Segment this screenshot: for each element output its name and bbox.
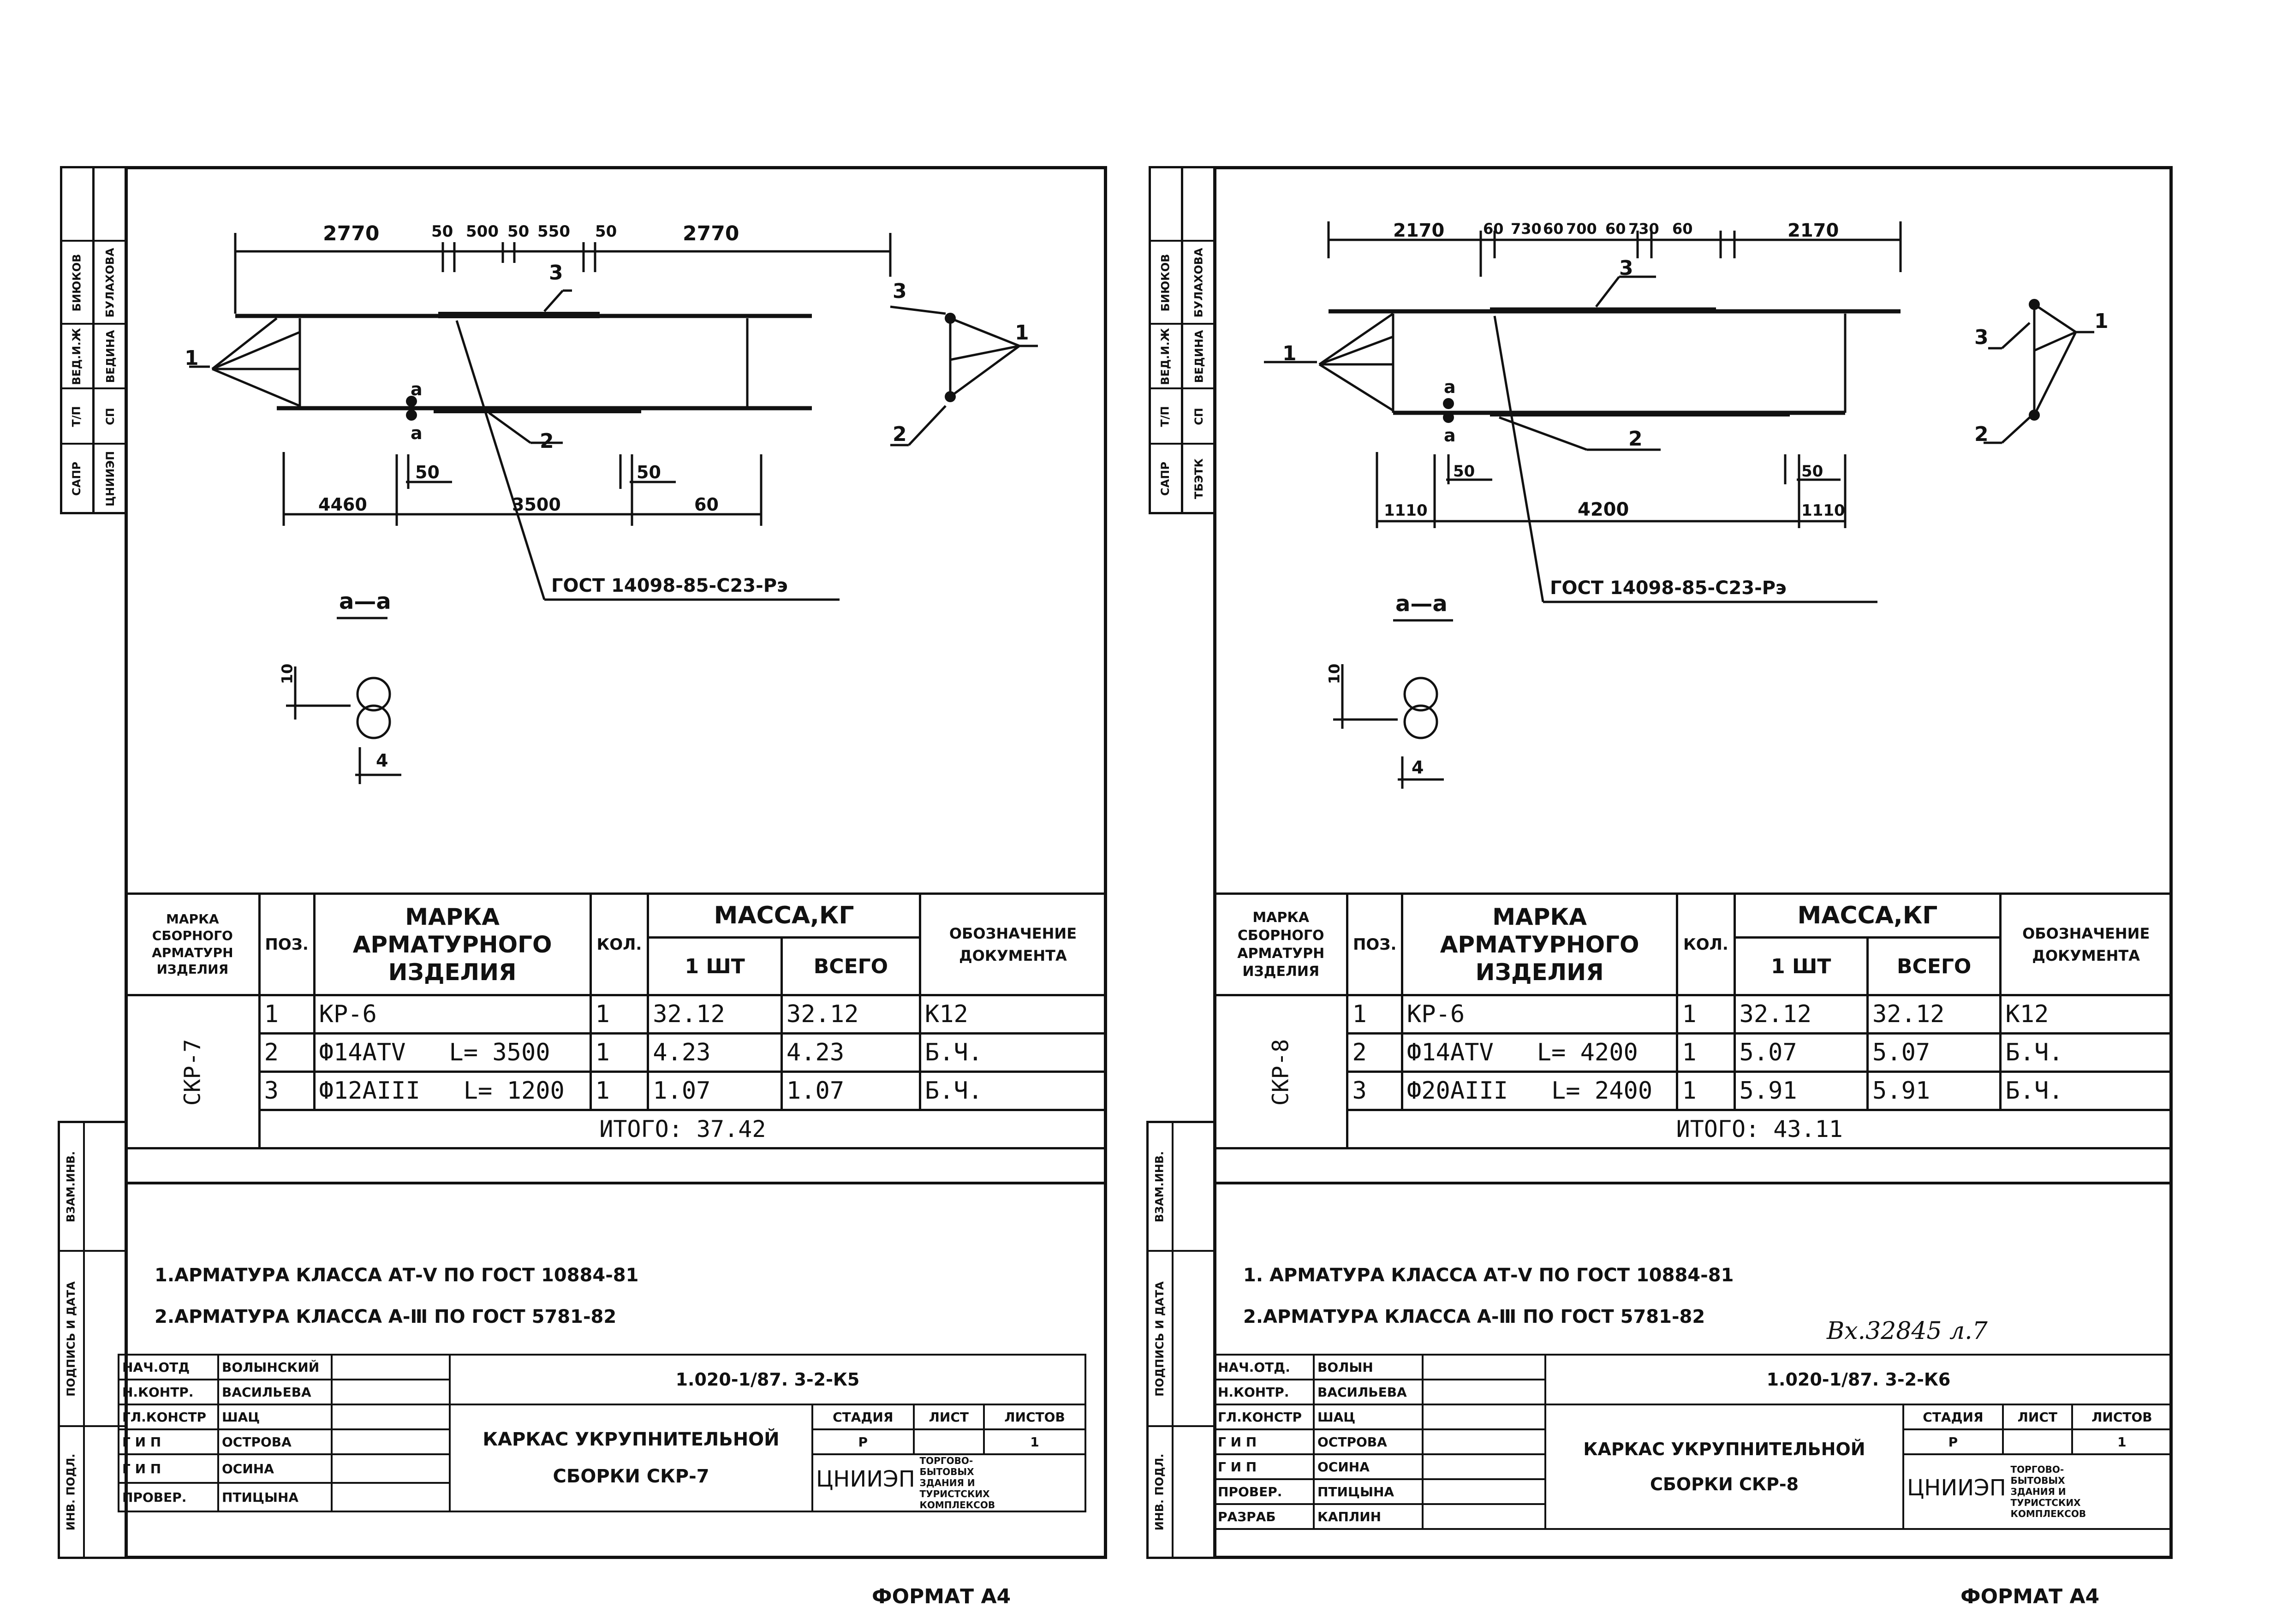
dim-label: 4460 bbox=[318, 494, 367, 515]
dim-label: 3500 bbox=[512, 494, 561, 515]
hdr-1sht: 1 ШТ bbox=[1734, 938, 1867, 995]
section-dim: 10 bbox=[278, 663, 296, 684]
stamp-role: Г И П bbox=[1214, 1454, 1314, 1479]
stamp-role: Г И П bbox=[119, 1454, 218, 1483]
cell-mv: 5.91 bbox=[1867, 1072, 2000, 1110]
item-cell bbox=[1215, 995, 1347, 1148]
stamp-stadia-h: СТАДИЯ bbox=[812, 1404, 914, 1429]
section-label: а—а bbox=[1395, 591, 1448, 617]
stamp-name: ПТИЦЫНА bbox=[218, 1483, 332, 1511]
stamp-sign bbox=[1423, 1404, 1545, 1429]
right-side-label: Т/П bbox=[1158, 405, 1172, 427]
stamp-role: Н.КОНТР. bbox=[1214, 1380, 1314, 1404]
stamp-code: 1.020-1/87. 3-2-К6 bbox=[1545, 1355, 2172, 1404]
a-label: a bbox=[1444, 377, 1456, 397]
cell-pos: 3 bbox=[1347, 1072, 1402, 1110]
left-side-label: ПОДПИСЬ И ДАТА bbox=[64, 1281, 77, 1397]
section-label: а—а bbox=[339, 589, 391, 614]
stamp-role: ГЛ.КОНСТР bbox=[119, 1404, 218, 1429]
hdr-vsego: ВСЕГО bbox=[1867, 938, 2000, 995]
handwritten-note: Вх.32845 л.7 bbox=[1827, 1317, 1988, 1345]
dim-label: 1110 bbox=[1801, 501, 1845, 520]
stamp-name: ШАЦ bbox=[218, 1404, 332, 1429]
cell-m1: 5.07 bbox=[1734, 1034, 1867, 1072]
cell-kol: 1 bbox=[1677, 1034, 1734, 1072]
cell-kol: 1 bbox=[590, 995, 648, 1034]
stamp-list-h: ЛИСТ bbox=[914, 1404, 984, 1429]
stamp-name: ОСИНА bbox=[218, 1454, 332, 1483]
right-side-label: ВЕДИНА bbox=[1192, 330, 1205, 383]
right-side-label: ВЕД.И.Ж bbox=[1159, 327, 1172, 385]
dim-label: 2170 bbox=[1788, 220, 1839, 241]
pos-label-3: 3 bbox=[549, 261, 563, 285]
a-label: a bbox=[411, 379, 423, 399]
cell-mark bbox=[1402, 1072, 1677, 1110]
pos-label-2: 2 bbox=[540, 429, 554, 453]
stamp-listov-h: ЛИСТОВ bbox=[2072, 1404, 2172, 1429]
cell-m1: 32.12 bbox=[1734, 995, 1867, 1034]
cell-mv: 32.12 bbox=[1867, 995, 2000, 1034]
stamp-name: ОСИНА bbox=[1314, 1454, 1423, 1479]
side-pos-1: 1 bbox=[1015, 321, 1029, 345]
dim-label: 2170 bbox=[1393, 220, 1445, 241]
cell-doc: Б.Ч. bbox=[2001, 1072, 2172, 1110]
stamp-title-1: КАРКАС УКРУПНИТЕЛЬНОЙ bbox=[483, 1429, 780, 1450]
cell-m1: 4.23 bbox=[648, 1034, 782, 1072]
cell-pos: 3 bbox=[259, 1072, 314, 1110]
cell-doc: Б.Ч. bbox=[920, 1072, 1106, 1110]
hdr-vsego: ВСЕГО bbox=[781, 938, 920, 995]
mark-text: Ф12АIII bbox=[319, 1077, 420, 1105]
hdr-doc: ОБОЗНАЧЕНИЕ ДОКУМЕНТА bbox=[920, 894, 1106, 995]
cell-mark bbox=[1402, 1034, 1677, 1072]
left-side-label: СП bbox=[103, 407, 117, 425]
hdr-1sht: 1 ШТ bbox=[648, 938, 782, 995]
cell-pos: 2 bbox=[259, 1034, 314, 1072]
right-side-label: ИНВ. ПОДЛ. bbox=[1153, 1453, 1166, 1531]
cell-m1: 32.12 bbox=[648, 995, 782, 1034]
left-side-label: ВЗАМ.ИНВ. bbox=[64, 1151, 77, 1222]
right-side-label: БИЮКОВ bbox=[1159, 254, 1172, 311]
stamp-name: ВОЛЫНСКИЙ bbox=[218, 1355, 332, 1380]
a-label: a bbox=[411, 423, 423, 443]
cell-kol: 1 bbox=[1677, 995, 1734, 1034]
dim-label: 50 bbox=[415, 462, 440, 482]
cell-m1: 1.07 bbox=[648, 1072, 782, 1110]
note-1: 1. АРМАТУРА КЛАССА АТ-Ⅴ ПО ГОСТ 10884-81 bbox=[1243, 1265, 1734, 1286]
cell-mv: 1.07 bbox=[781, 1072, 920, 1110]
mark-text: Ф20АIII bbox=[1406, 1077, 1508, 1105]
stamp-sign bbox=[1423, 1504, 1545, 1529]
stamp-title bbox=[1545, 1404, 1903, 1529]
left-side-label: ВЕДИНА bbox=[104, 330, 117, 383]
stamp-sign bbox=[1423, 1355, 1545, 1380]
hdr-mark-sb: МАРКА СБОРНОГО АРМАТУРН ИЗДЕЛИЯ bbox=[1215, 894, 1347, 995]
hdr-pos: ПОЗ. bbox=[1347, 894, 1402, 995]
left-side-label: САПР bbox=[70, 461, 83, 496]
stamp-list bbox=[2003, 1429, 2072, 1454]
stamp-code: 1.020-1/87. 3-2-К5 bbox=[450, 1355, 1085, 1404]
cell-doc: Б.Ч. bbox=[2001, 1034, 2172, 1072]
len-text: L= 4200 bbox=[1537, 1039, 1638, 1066]
dim-label: 50 bbox=[1801, 462, 1823, 481]
pos-label-2: 2 bbox=[1628, 427, 1643, 451]
side-pos-1: 1 bbox=[2094, 309, 2109, 333]
stamp-name: ВАСИЛЬЕВА bbox=[218, 1380, 332, 1404]
stamp-role: ГЛ.КОНСТР bbox=[1214, 1404, 1314, 1429]
left-side-label: ИНВ. ПОДЛ. bbox=[64, 1453, 77, 1531]
right-side-label: СП bbox=[1192, 407, 1205, 425]
left-side-label: ВЕД.И.Ж bbox=[70, 327, 83, 385]
stamp-role: Г И П bbox=[119, 1429, 218, 1454]
stamp-name: КАПЛИН bbox=[1314, 1504, 1423, 1529]
stamp-name: ВАСИЛЬЕВА bbox=[1314, 1380, 1423, 1404]
dim-label: 730 bbox=[1628, 220, 1659, 238]
right-spec-table bbox=[1213, 892, 2173, 1149]
cell-pos: 1 bbox=[1347, 995, 1402, 1034]
len-text: L= 1200 bbox=[463, 1077, 565, 1105]
stamp-role: Г И П bbox=[1214, 1429, 1314, 1454]
hdr-mass: МАССА,КГ bbox=[648, 894, 920, 938]
mark-text: Ф14АТV bbox=[1406, 1039, 1494, 1066]
cell-pos: 1 bbox=[259, 995, 314, 1034]
hdr-mark-sb: МАРКА СБОРНОГО АРМАТУРН ИЗДЕЛИЯ bbox=[126, 894, 260, 995]
hdr-mark-arm: МАРКА АРМАТУРНОГО ИЗДЕЛИЯ bbox=[1402, 894, 1677, 995]
mark-text: КР-6 bbox=[1406, 1000, 1465, 1028]
dim-label: 60 bbox=[1672, 220, 1693, 238]
stamp-stadia-h: СТАДИЯ bbox=[1903, 1404, 2003, 1429]
pos-label-1: 1 bbox=[185, 346, 199, 370]
note-2: 2.АРМАТУРА КЛАССА А-Ⅲ ПО ГОСТ 5781-82 bbox=[155, 1306, 617, 1327]
dim-label: 60 bbox=[1483, 220, 1504, 238]
stamp-name: ПТИЦЫНА bbox=[1314, 1479, 1423, 1504]
stamp-title-1: КАРКАС УКРУПНИТЕЛЬНОЙ bbox=[1583, 1439, 1865, 1459]
format-label: ФОРМАТ А4 bbox=[1960, 1585, 2100, 1608]
right-stamp bbox=[1213, 1354, 2173, 1530]
right-side-label: САПР bbox=[1159, 461, 1172, 496]
dim-label: 50 bbox=[507, 222, 530, 241]
org-sub: ТОРГОВО-БЫТОВЫХ ЗДАНИЯ И ТУРИСТСКИХ КОМПЛЕКСОВ bbox=[919, 1455, 995, 1511]
dim-label: 60 bbox=[1605, 220, 1626, 238]
dim-label: 50 bbox=[595, 222, 617, 241]
cell-mv: 5.07 bbox=[1867, 1034, 2000, 1072]
hdr-mark-arm: МАРКА АРМАТУРНОГО ИЗДЕЛИЯ bbox=[314, 894, 590, 995]
dim-label: 4200 bbox=[1578, 499, 1629, 520]
note-2: 2.АРМАТУРА КЛАССА А-Ⅲ ПО ГОСТ 5781-82 bbox=[1243, 1306, 1705, 1327]
stamp-stadia: Р bbox=[812, 1429, 914, 1454]
stamp-sign bbox=[1423, 1380, 1545, 1404]
right-side-label: ПОДПИСЬ И ДАТА bbox=[1153, 1281, 1166, 1397]
stamp-title-2: СБОРКИ СКР-8 bbox=[1650, 1474, 1799, 1494]
stamp-role: РАЗРАБ bbox=[1214, 1504, 1314, 1529]
total-cell: ИТОГО: 37.42 bbox=[259, 1110, 1106, 1148]
cell-doc: Б.Ч. bbox=[920, 1034, 1106, 1072]
note-1: 1.АРМАТУРА КЛАССА АТ-Ⅴ ПО ГОСТ 10884-81 bbox=[155, 1265, 639, 1286]
mark-text: КР-6 bbox=[319, 1000, 377, 1028]
stamp-listov: 1 bbox=[984, 1429, 1085, 1454]
cell-m1: 5.91 bbox=[1734, 1072, 1867, 1110]
dim-label: 60 bbox=[1543, 220, 1564, 238]
left-side-label: БУЛАХОВА bbox=[104, 247, 117, 318]
gost-label: ГОСТ 14098-85-С23-Рэ bbox=[551, 575, 788, 596]
cell-doc: К12 bbox=[2001, 995, 2172, 1034]
cell-kol: 1 bbox=[1677, 1072, 1734, 1110]
stamp-role: Н.КОНТР. bbox=[119, 1380, 218, 1404]
pos-label-1: 1 bbox=[1282, 342, 1297, 365]
stamp-list-h: ЛИСТ bbox=[2003, 1404, 2072, 1429]
hdr-pos: ПОЗ. bbox=[259, 894, 314, 995]
gost-label: ГОСТ 14098-85-С23-Рэ bbox=[1550, 577, 1787, 599]
stamp-org bbox=[1903, 1454, 2172, 1529]
left-side-label: Т/П bbox=[70, 405, 83, 427]
stamp-title-2: СБОРКИ СКР-7 bbox=[553, 1466, 709, 1487]
section-dim: 4 bbox=[1412, 757, 1424, 778]
right-side-label: ВЗАМ.ИНВ. bbox=[1153, 1151, 1166, 1222]
left-side-label: БИЮКОВ bbox=[70, 254, 83, 311]
side-pos-3: 3 bbox=[1974, 326, 1989, 349]
dim-label: 50 bbox=[1453, 462, 1475, 481]
org-sub: ТОРГОВО-БЫТОВЫХ ЗДАНИЯ И ТУРИСТСКИХ КОМПЛЕКСОВ bbox=[2010, 1464, 2086, 1519]
stamp-stadia: Р bbox=[1903, 1429, 2003, 1454]
hdr-kol: КОЛ. bbox=[1677, 894, 1734, 995]
stamp-sign bbox=[1423, 1429, 1545, 1454]
len-text: L= 3500 bbox=[449, 1039, 550, 1066]
side-pos-2: 2 bbox=[893, 422, 907, 446]
stamp-role: ПРОВЕР. bbox=[119, 1483, 218, 1511]
hdr-doc: ОБОЗНАЧЕНИЕ ДОКУМЕНТА bbox=[2001, 894, 2172, 995]
stamp-name: ВОЛЫН bbox=[1314, 1355, 1423, 1380]
cell-kol: 1 bbox=[590, 1034, 648, 1072]
dim-label: 50 bbox=[431, 222, 453, 241]
right-side-label: БУЛАХОВА bbox=[1192, 247, 1206, 318]
cell-mark bbox=[1402, 995, 1677, 1034]
org-name: ЦНИИЭП bbox=[1907, 1475, 2006, 1501]
a-label: a bbox=[1444, 425, 1456, 446]
stamp-listov-h: ЛИСТОВ bbox=[984, 1404, 1085, 1429]
total-cell: ИТОГО: 43.11 bbox=[1347, 1110, 2172, 1148]
cell-kol: 1 bbox=[590, 1072, 648, 1110]
dim-label: 700 bbox=[1566, 220, 1597, 238]
stamp-role: ПРОВЕР. bbox=[1214, 1479, 1314, 1504]
dim-label: 2770 bbox=[683, 222, 739, 245]
stamp-role: НАЧ.ОТД bbox=[119, 1355, 218, 1380]
len-text: L= 2400 bbox=[1551, 1077, 1653, 1105]
section-dim: 10 bbox=[1325, 663, 1343, 684]
stamp-sign bbox=[1423, 1454, 1545, 1479]
dim-label: 500 bbox=[466, 222, 499, 241]
mark-text: Ф14АТV bbox=[319, 1039, 406, 1066]
dim-label: 550 bbox=[537, 222, 570, 241]
item-label: СКР-8 bbox=[1268, 1039, 1294, 1106]
dim-label: 730 bbox=[1511, 220, 1542, 238]
side-pos-2: 2 bbox=[1974, 422, 1989, 446]
org-name: ЦНИИЭП bbox=[816, 1466, 915, 1492]
format-label: ФОРМАТ А4 bbox=[872, 1585, 1011, 1608]
section-dim: 4 bbox=[376, 750, 388, 771]
cell-mv: 4.23 bbox=[781, 1034, 920, 1072]
stamp-listov: 1 bbox=[2072, 1429, 2172, 1454]
pos-label-3: 3 bbox=[1619, 256, 1633, 280]
stamp-sign bbox=[1423, 1479, 1545, 1504]
stamp-name: ШАЦ bbox=[1314, 1404, 1423, 1429]
dim-label: 60 bbox=[694, 494, 719, 515]
item-label: СКР-7 bbox=[179, 1039, 206, 1106]
dim-label: 1110 bbox=[1384, 501, 1428, 520]
cell-mv: 32.12 bbox=[781, 995, 920, 1034]
cell-pos: 2 bbox=[1347, 1034, 1402, 1072]
left-side-label: ЦНИИЭП bbox=[104, 451, 117, 506]
hdr-mass: МАССА,КГ bbox=[1734, 894, 2001, 938]
dim-label: 50 bbox=[637, 462, 661, 482]
stamp-role: НАЧ.ОТД. bbox=[1214, 1355, 1314, 1380]
cell-doc: К12 bbox=[920, 995, 1106, 1034]
stamp-name: ОСТРОВА bbox=[218, 1429, 332, 1454]
stamp-name: ОСТРОВА bbox=[1314, 1429, 1423, 1454]
side-pos-3: 3 bbox=[893, 280, 907, 303]
dim-label: 2770 bbox=[323, 222, 380, 245]
right-side-label: ТБЭТК bbox=[1192, 458, 1206, 499]
hdr-kol: КОЛ. bbox=[590, 894, 648, 995]
